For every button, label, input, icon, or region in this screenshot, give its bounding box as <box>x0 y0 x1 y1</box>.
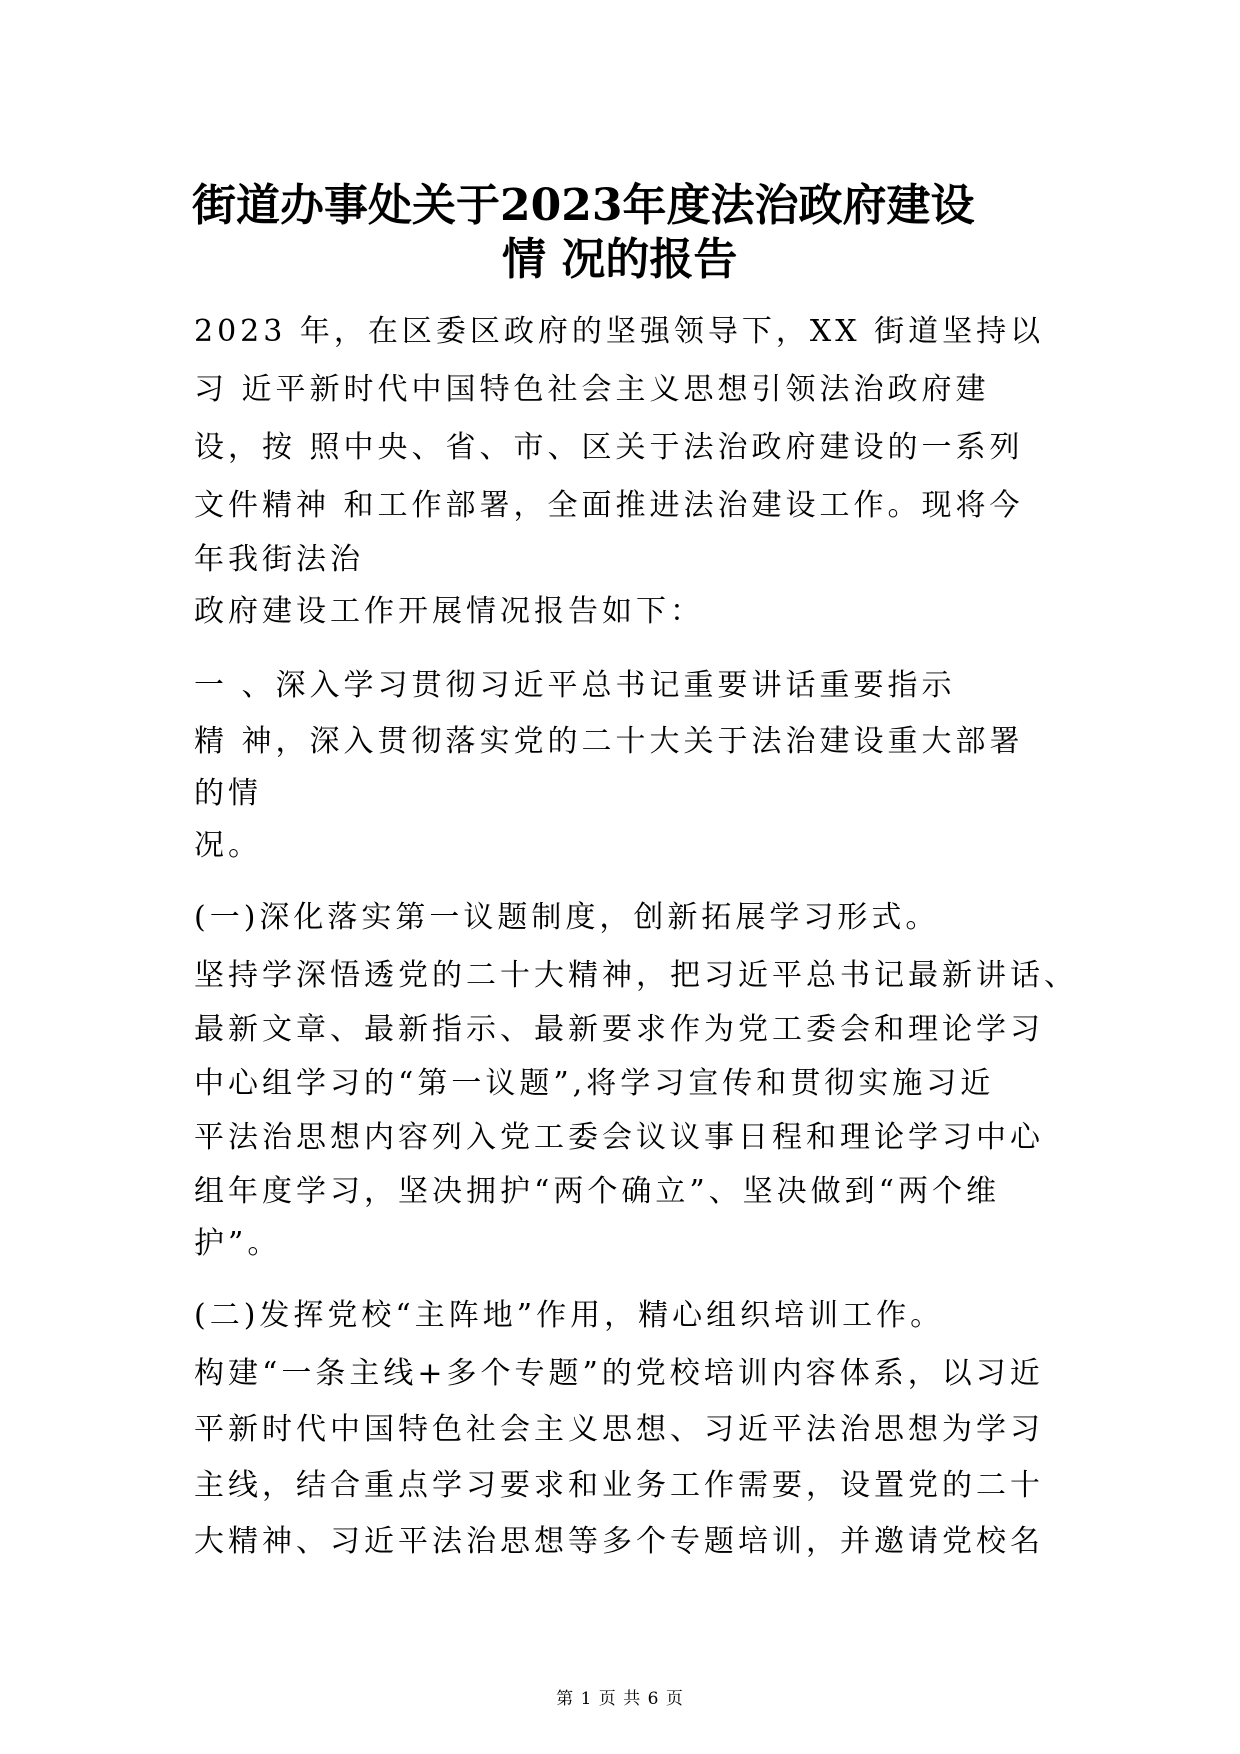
body-line-12: 护”。 <box>194 1226 282 1261</box>
subsection-heading-2: (二)发挥党校“主阵地”作用，精心组织培训工作。 <box>194 1298 945 1333</box>
body-line-1: 2023 年，在区委区政府的坚强领导下，XX 街道坚持以 <box>194 314 1045 349</box>
page-number-footer: 第 1 页 共 6 页 <box>556 1689 684 1709</box>
body-line-9: 中心组学习的“第一议题”,将学习宣传和贯彻实施习近 <box>194 1066 995 1101</box>
body-line-16: 大精神、习近平法治思想等多个专题培训，并邀请党校名 <box>194 1524 1044 1559</box>
body-line-10: 平法治思想内容列入党工委会议议事日程和理论学习中心 <box>194 1120 1044 1155</box>
body-line-5: 年我街法治 <box>194 542 364 577</box>
body-line-2: 习 近平新时代中国特色社会主义思想引领法治政府建 <box>194 372 990 407</box>
body-line-6: 政府建设工作开展情况报告如下： <box>194 594 704 629</box>
section-heading-1-line-1: 一 、深入学习贯彻习近平总书记重要讲话重要指示 <box>194 668 956 703</box>
body-line-15: 主线，结合重点学习要求和业务工作需要，设置党的二十 <box>194 1468 1044 1503</box>
subsection-heading-1: (一)深化落实第一议题制度，创新拓展学习形式。 <box>194 900 940 935</box>
body-line-8: 最新文章、最新指示、最新要求作为党工委会和理论学习 <box>194 1012 1044 1047</box>
document-title-line-2: 情 况的报告 <box>502 234 738 285</box>
body-line-7: 坚持学深悟透党的二十大精神，把习近平总书记最新讲话、 <box>194 958 1078 993</box>
section-heading-1-line-2: 精 神，深入贯彻落实党的二十大关于法治建设重大部署 <box>194 724 1024 759</box>
document-title-line-1: 街道办事处关于2023年度法治政府建设 <box>192 180 975 231</box>
body-line-4: 文件精神 和工作部署，全面推进法治建设工作。现将今 <box>194 488 1024 523</box>
body-line-3: 设，按 照中央、省、市、区关于法治政府建设的一系列 <box>194 430 1024 465</box>
section-heading-1-line-4: 况。 <box>194 828 262 863</box>
body-line-13: 构建“一条主线+多个专题”的党校培训内容体系，以习近 <box>194 1356 1044 1391</box>
section-heading-1-line-3: 的情 <box>194 776 262 811</box>
body-line-11: 组年度学习，坚决拥护“两个确立”、坚决做到“两个维 <box>194 1174 1001 1209</box>
body-line-14: 平新时代中国特色社会主义思想、习近平法治思想为学习 <box>194 1412 1044 1447</box>
